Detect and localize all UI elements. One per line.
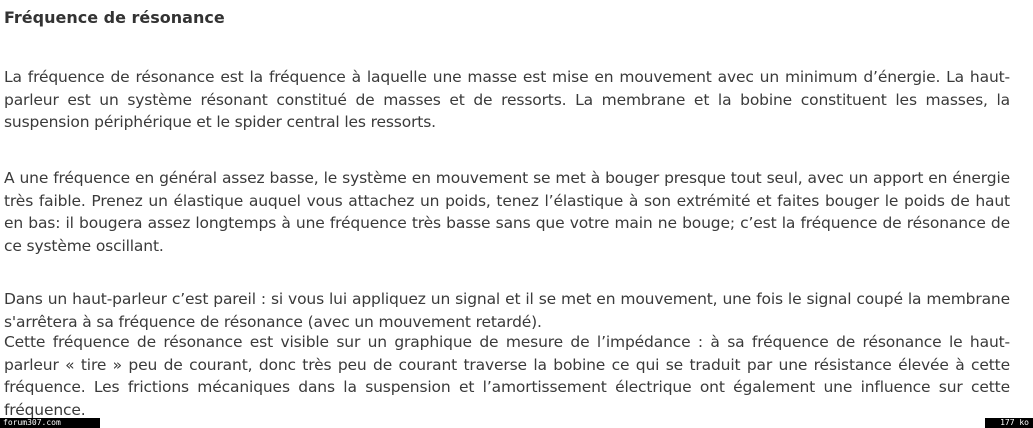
footer-size-label: 177 ko [985, 418, 1033, 428]
paragraph-definition: La fréquence de résonance est la fréquence à laquelle une masse est mise en mouvement avec un minimum d’énergie. La haut-parleur est un système résonant constitué de masses et de ressorts. La membrane et la bobine constituent les masses, la suspension périphérique et le spider central les ressorts. [4, 68, 1010, 131]
page-title: Fréquence de résonance [4, 8, 225, 27]
paragraph-example: A une fréquence en général assez basse, le système en mouvement se met à bouger presque tout seul, avec un apport en énergie très faible. Prenez un élastique auquel vous attachez un poids, tenez l’élastique à son extrémité et faites bouger le poids de haut en bas: il bougera assez longtemps à une fréquence très basse sans que votre main ne bouge; c’est la fréquence de résonance de ce système oscillant. [4, 169, 1010, 255]
footer-site-label: forum307.com [0, 418, 100, 428]
paragraph-loudspeaker: Dans un haut-parleur c’est pareil : si vous lui appliquez un signal et il se met en mouvement, une fois le signal coupé la membrane s'arrêtera à sa fréquence de résonance (avec un mouvement retardé). [4, 290, 1010, 331]
paragraph-impedance: Cette fréquence de résonance est visible sur un graphique de mesure de l’impédance : à sa fréquence de résonance le haut-parleur « tire » peu de courant, donc très peu de courant traverse la bobine ce qui se traduit par une résistance élevée à cette fréquence. Les frictions mécaniques dans la suspension et l’amortissement électrique ont également une influence sur cette fréquence. [4, 333, 1010, 419]
